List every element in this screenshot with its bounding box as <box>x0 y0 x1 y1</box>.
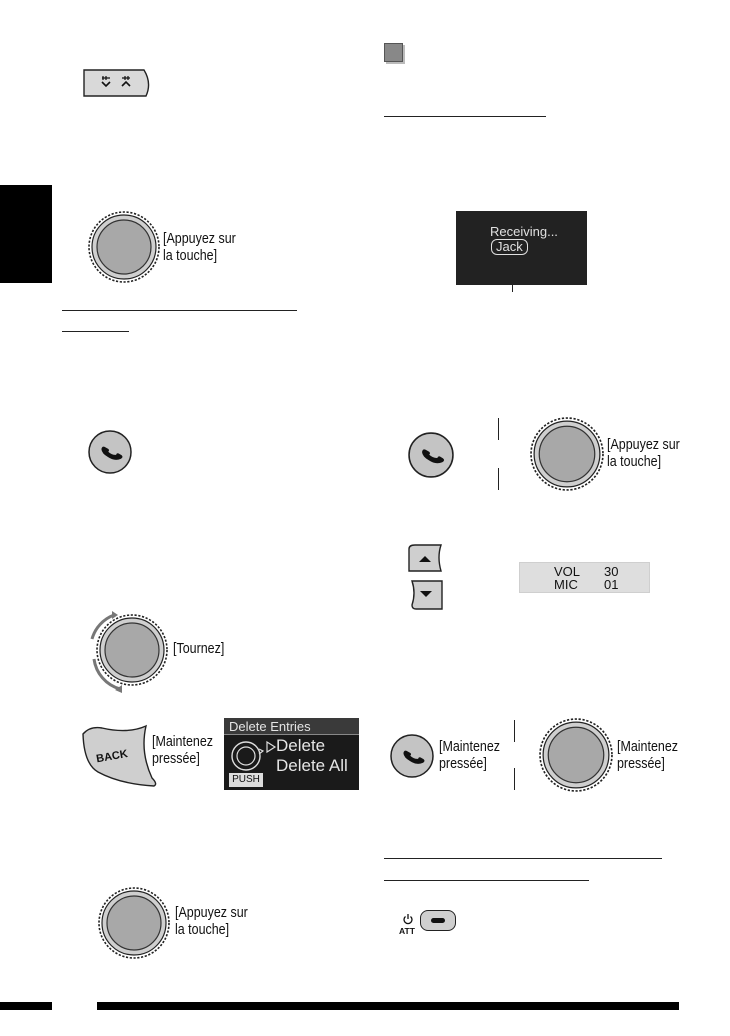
separator-2b <box>514 768 515 790</box>
rule-left-1 <box>62 310 297 311</box>
control-knob-2[interactable] <box>530 417 604 491</box>
turn-label: [Tournez] <box>173 641 225 657</box>
delete-option: Delete <box>276 736 326 755</box>
vol-value: 30 <box>604 564 619 579</box>
separator-1b <box>498 468 499 490</box>
vol-label: VOL <box>554 564 581 579</box>
press-label-3b: la touche] <box>175 922 230 938</box>
rule-right-3 <box>384 880 589 881</box>
control-knob-4[interactable] <box>539 718 613 792</box>
minus-icon <box>431 918 445 923</box>
receiving-text: Receiving... <box>490 224 558 239</box>
press-label-1b: la touche] <box>163 248 218 264</box>
footer-bar-left <box>0 1002 52 1010</box>
phone-button-3[interactable] <box>390 734 434 778</box>
hold-phone-label-a: [Maintenez <box>439 739 501 755</box>
press-label-3a: [Appuyez sur <box>175 905 248 921</box>
receiving-display <box>456 211 587 285</box>
separator-1a <box>498 418 499 440</box>
section-marker <box>384 43 403 62</box>
rule-right-1 <box>384 116 546 117</box>
phone-button-1[interactable] <box>88 430 132 474</box>
hold-back-label-b: pressée] <box>152 751 200 767</box>
mic-value: 01 <box>604 577 619 592</box>
rule-right-2 <box>384 858 662 859</box>
power-icon <box>402 913 414 925</box>
selection-triangle-icon <box>266 741 276 753</box>
push-dial-icon <box>230 739 264 775</box>
volume-up-button[interactable] <box>407 543 443 573</box>
volume-down-button[interactable] <box>410 579 444 611</box>
control-knob-1[interactable] <box>88 211 160 283</box>
control-knob-3[interactable] <box>98 887 170 959</box>
hold-knob-label-a: [Maintenez <box>617 739 679 755</box>
delete-all-option: Delete All <box>276 756 348 775</box>
volume-display <box>519 562 650 593</box>
phone-button-2[interactable] <box>408 432 454 478</box>
caller-name: Jack <box>491 239 528 255</box>
delete-entries-title: Delete Entries <box>224 718 359 735</box>
back-button-label: BACK <box>95 747 129 766</box>
hold-knob-label-b: pressée] <box>617 756 665 772</box>
press-label-2a: [Appuyez sur <box>607 437 680 453</box>
rule-left-2 <box>62 331 129 332</box>
press-label-1a: [Appuyez sur <box>163 231 236 247</box>
delete-entries-display <box>224 718 359 790</box>
hold-back-label-a: [Maintenez <box>152 734 214 750</box>
language-tab <box>0 185 52 283</box>
separator-2a <box>514 720 515 742</box>
footer-bar-right <box>97 1002 679 1010</box>
att-button[interactable] <box>420 910 456 931</box>
att-label: ATT <box>399 926 415 936</box>
hold-phone-label-b: pressée] <box>439 756 487 772</box>
mic-label: MIC <box>554 577 578 592</box>
push-label: PUSH <box>229 773 263 787</box>
track-skip-button[interactable] <box>82 68 152 98</box>
rotating-knob[interactable] <box>84 611 170 691</box>
callout-line <box>512 256 513 292</box>
press-label-2b: la touche] <box>607 454 662 470</box>
